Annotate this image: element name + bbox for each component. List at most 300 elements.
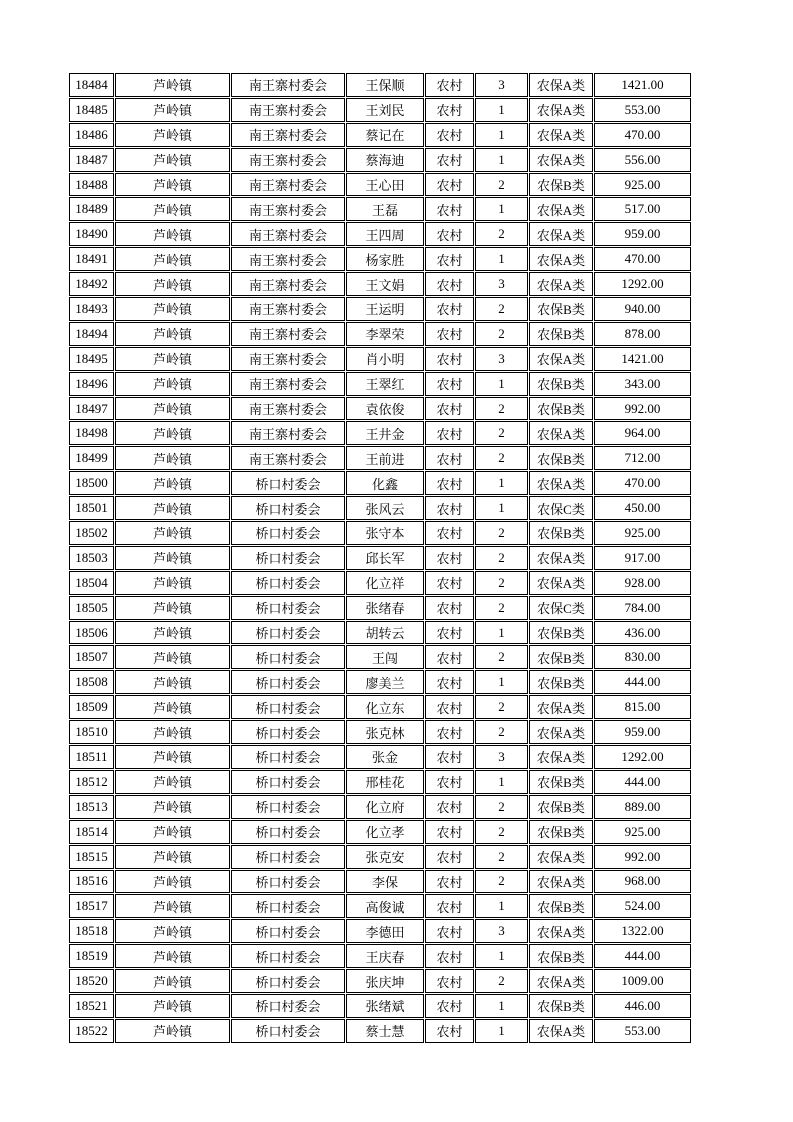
cell-record-id: 18522: [69, 1019, 114, 1043]
cell-insurance-type: 农保B类: [529, 670, 593, 694]
cell-insurance-type: 农保A类: [529, 471, 593, 495]
cell-person-name: 杨家胜: [346, 247, 424, 271]
cell-record-id: 18485: [69, 98, 114, 122]
cell-village-committee: 桥口村委会: [231, 695, 345, 719]
table-row: [69, 820, 691, 844]
cell-town: 芦岭镇: [115, 695, 230, 719]
cell-insurance-type: 农保A类: [529, 421, 593, 445]
cell-person-count: 2: [475, 222, 528, 246]
cell-town: 芦岭镇: [115, 347, 230, 371]
cell-record-id: 18507: [69, 645, 114, 669]
cell-insurance-type: 农保B类: [529, 944, 593, 968]
cell-town: 芦岭镇: [115, 247, 230, 271]
cell-village-committee: 桥口村委会: [231, 845, 345, 869]
cell-record-id: 18495: [69, 347, 114, 371]
cell-person-name: 王磊: [346, 197, 424, 221]
cell-record-id: 18484: [69, 73, 114, 97]
cell-household-category: 农村: [425, 994, 474, 1018]
cell-person-name: 张庆坤: [346, 969, 424, 993]
cell-record-id: 18508: [69, 670, 114, 694]
cell-village-committee: 南王寨村委会: [231, 247, 345, 271]
cell-person-name: 张绪春: [346, 596, 424, 620]
cell-town: 芦岭镇: [115, 521, 230, 545]
cell-village-committee: 桥口村委会: [231, 521, 345, 545]
table-row: [69, 1019, 691, 1043]
cell-person-name: 化立祥: [346, 571, 424, 595]
cell-person-count: 2: [475, 870, 528, 894]
cell-town: 芦岭镇: [115, 820, 230, 844]
cell-town: 芦岭镇: [115, 123, 230, 147]
cell-person-count: 2: [475, 297, 528, 321]
table-row: [69, 73, 691, 97]
cell-record-id: 18498: [69, 421, 114, 445]
cell-record-id: 18501: [69, 496, 114, 520]
cell-household-category: 农村: [425, 870, 474, 894]
cell-town: 芦岭镇: [115, 645, 230, 669]
table-row: [69, 621, 691, 645]
cell-household-category: 农村: [425, 820, 474, 844]
cell-person-name: 张风云: [346, 496, 424, 520]
cell-town: 芦岭镇: [115, 197, 230, 221]
cell-person-count: 1: [475, 670, 528, 694]
cell-record-id: 18516: [69, 870, 114, 894]
cell-person-count: 3: [475, 745, 528, 769]
cell-town: 芦岭镇: [115, 1019, 230, 1043]
cell-village-committee: 南王寨村委会: [231, 421, 345, 445]
cell-insurance-type: 农保B类: [529, 645, 593, 669]
cell-household-category: 农村: [425, 919, 474, 943]
cell-person-count: 1: [475, 471, 528, 495]
cell-record-id: 18514: [69, 820, 114, 844]
cell-village-committee: 南王寨村委会: [231, 297, 345, 321]
table-row: [69, 745, 691, 769]
cell-insurance-type: 农保A类: [529, 73, 593, 97]
table-row: [69, 197, 691, 221]
cell-amount: 917.00: [594, 546, 691, 570]
cell-village-committee: 桥口村委会: [231, 1019, 345, 1043]
cell-household-category: 农村: [425, 471, 474, 495]
cell-amount: 1421.00: [594, 73, 691, 97]
cell-household-category: 农村: [425, 372, 474, 396]
cell-amount: 556.00: [594, 148, 691, 172]
cell-town: 芦岭镇: [115, 446, 230, 470]
cell-household-category: 农村: [425, 347, 474, 371]
cell-record-id: 18496: [69, 372, 114, 396]
cell-person-count: 2: [475, 720, 528, 744]
cell-amount: 1322.00: [594, 919, 691, 943]
cell-person-name: 张守本: [346, 521, 424, 545]
table-row: [69, 347, 691, 371]
cell-person-name: 张克安: [346, 845, 424, 869]
cell-household-category: 农村: [425, 247, 474, 271]
cell-village-committee: 南王寨村委会: [231, 222, 345, 246]
cell-household-category: 农村: [425, 197, 474, 221]
cell-person-count: 1: [475, 894, 528, 918]
cell-record-id: 18517: [69, 894, 114, 918]
cell-person-name: 化鑫: [346, 471, 424, 495]
cell-village-committee: 桥口村委会: [231, 919, 345, 943]
cell-village-committee: 桥口村委会: [231, 944, 345, 968]
cell-household-category: 农村: [425, 969, 474, 993]
cell-amount: 470.00: [594, 471, 691, 495]
cell-town: 芦岭镇: [115, 546, 230, 570]
cell-town: 芦岭镇: [115, 795, 230, 819]
cell-amount: 524.00: [594, 894, 691, 918]
cell-amount: 450.00: [594, 496, 691, 520]
table-row: [69, 720, 691, 744]
table-row: [69, 173, 691, 197]
cell-record-id: 18500: [69, 471, 114, 495]
cell-record-id: 18511: [69, 745, 114, 769]
table-row: [69, 372, 691, 396]
cell-person-name: 胡转云: [346, 621, 424, 645]
cell-village-committee: 桥口村委会: [231, 496, 345, 520]
cell-record-id: 18499: [69, 446, 114, 470]
cell-person-count: 1: [475, 770, 528, 794]
cell-village-committee: 桥口村委会: [231, 770, 345, 794]
cell-village-committee: 桥口村委会: [231, 670, 345, 694]
cell-amount: 712.00: [594, 446, 691, 470]
cell-insurance-type: 农保B类: [529, 297, 593, 321]
cell-person-name: 王刘民: [346, 98, 424, 122]
cell-person-count: 1: [475, 197, 528, 221]
cell-village-committee: 南王寨村委会: [231, 397, 345, 421]
cell-town: 芦岭镇: [115, 322, 230, 346]
cell-person-name: 蔡士慧: [346, 1019, 424, 1043]
cell-record-id: 18521: [69, 994, 114, 1018]
cell-person-name: 张克林: [346, 720, 424, 744]
table-row: [69, 521, 691, 545]
cell-household-category: 农村: [425, 397, 474, 421]
cell-person-name: 化立孝: [346, 820, 424, 844]
table-row: [69, 845, 691, 869]
cell-village-committee: 桥口村委会: [231, 745, 345, 769]
table-row: [69, 322, 691, 346]
cell-household-category: 农村: [425, 73, 474, 97]
cell-village-committee: 南王寨村委会: [231, 272, 345, 296]
cell-village-committee: 桥口村委会: [231, 870, 345, 894]
cell-household-category: 农村: [425, 546, 474, 570]
cell-person-count: 2: [475, 820, 528, 844]
cell-village-committee: 桥口村委会: [231, 994, 345, 1018]
table-row: [69, 994, 691, 1018]
cell-insurance-type: 农保A类: [529, 347, 593, 371]
table-row: [69, 397, 691, 421]
cell-household-category: 农村: [425, 148, 474, 172]
cell-town: 芦岭镇: [115, 372, 230, 396]
table-row: [69, 471, 691, 495]
cell-town: 芦岭镇: [115, 969, 230, 993]
table-row: [69, 421, 691, 445]
cell-insurance-type: 农保A类: [529, 571, 593, 595]
cell-person-name: 蔡记在: [346, 123, 424, 147]
cell-person-count: 1: [475, 496, 528, 520]
cell-amount: 925.00: [594, 173, 691, 197]
cell-person-name: 李保: [346, 870, 424, 894]
cell-amount: 446.00: [594, 994, 691, 1018]
cell-record-id: 18506: [69, 621, 114, 645]
cell-amount: 992.00: [594, 397, 691, 421]
table-row: [69, 944, 691, 968]
cell-household-category: 农村: [425, 222, 474, 246]
cell-village-committee: 南王寨村委会: [231, 197, 345, 221]
cell-person-name: 李德田: [346, 919, 424, 943]
cell-person-count: 2: [475, 322, 528, 346]
cell-insurance-type: 农保A类: [529, 919, 593, 943]
cell-record-id: 18492: [69, 272, 114, 296]
cell-amount: 830.00: [594, 645, 691, 669]
table-row: [69, 919, 691, 943]
cell-record-id: 18489: [69, 197, 114, 221]
table-row: [69, 496, 691, 520]
cell-insurance-type: 农保B类: [529, 372, 593, 396]
cell-household-category: 农村: [425, 770, 474, 794]
cell-person-count: 2: [475, 571, 528, 595]
table-row: [69, 546, 691, 570]
cell-town: 芦岭镇: [115, 173, 230, 197]
cell-record-id: 18509: [69, 695, 114, 719]
cell-insurance-type: 农保B类: [529, 397, 593, 421]
cell-town: 芦岭镇: [115, 745, 230, 769]
cell-amount: 968.00: [594, 870, 691, 894]
cell-record-id: 18519: [69, 944, 114, 968]
table-row: [69, 446, 691, 470]
cell-record-id: 18486: [69, 123, 114, 147]
cell-record-id: 18491: [69, 247, 114, 271]
cell-village-committee: 桥口村委会: [231, 571, 345, 595]
cell-insurance-type: 农保B类: [529, 820, 593, 844]
cell-insurance-type: 农保B类: [529, 894, 593, 918]
cell-person-name: 蔡海迪: [346, 148, 424, 172]
cell-record-id: 18502: [69, 521, 114, 545]
cell-household-category: 农村: [425, 322, 474, 346]
cell-household-category: 农村: [425, 745, 474, 769]
table-row: [69, 272, 691, 296]
cell-record-id: 18488: [69, 173, 114, 197]
cell-village-committee: 南王寨村委会: [231, 73, 345, 97]
cell-insurance-type: 农保A类: [529, 148, 593, 172]
cell-person-count: 2: [475, 596, 528, 620]
table-row: [69, 969, 691, 993]
cell-amount: 992.00: [594, 845, 691, 869]
cell-insurance-type: 农保A类: [529, 745, 593, 769]
cell-person-name: 袁依俊: [346, 397, 424, 421]
cell-person-name: 化立东: [346, 695, 424, 719]
cell-record-id: 18493: [69, 297, 114, 321]
cell-person-count: 1: [475, 1019, 528, 1043]
table-row: [69, 870, 691, 894]
cell-insurance-type: 农保A类: [529, 720, 593, 744]
table-row: [69, 98, 691, 122]
cell-household-category: 农村: [425, 720, 474, 744]
cell-insurance-type: 农保B类: [529, 795, 593, 819]
cell-person-count: 1: [475, 994, 528, 1018]
cell-town: 芦岭镇: [115, 621, 230, 645]
cell-insurance-type: 农保B类: [529, 770, 593, 794]
table-row: [69, 670, 691, 694]
cell-person-name: 王闯: [346, 645, 424, 669]
cell-insurance-type: 农保B类: [529, 994, 593, 1018]
cell-person-count: 2: [475, 446, 528, 470]
cell-person-count: 2: [475, 173, 528, 197]
cell-household-category: 农村: [425, 894, 474, 918]
cell-amount: 928.00: [594, 571, 691, 595]
cell-town: 芦岭镇: [115, 596, 230, 620]
payment-table: [69, 73, 691, 1044]
cell-person-name: 李翠荣: [346, 322, 424, 346]
cell-village-committee: 南王寨村委会: [231, 372, 345, 396]
cell-insurance-type: 农保A类: [529, 695, 593, 719]
table-row: [69, 297, 691, 321]
cell-person-name: 王翠红: [346, 372, 424, 396]
cell-person-name: 张绪斌: [346, 994, 424, 1018]
cell-insurance-type: 农保A类: [529, 1019, 593, 1043]
cell-amount: 470.00: [594, 123, 691, 147]
cell-village-committee: 南王寨村委会: [231, 347, 345, 371]
cell-person-count: 3: [475, 73, 528, 97]
table-row: [69, 148, 691, 172]
cell-household-category: 农村: [425, 645, 474, 669]
cell-amount: 964.00: [594, 421, 691, 445]
cell-household-category: 农村: [425, 446, 474, 470]
cell-village-committee: 南王寨村委会: [231, 148, 345, 172]
cell-village-committee: 桥口村委会: [231, 471, 345, 495]
cell-household-category: 农村: [425, 297, 474, 321]
cell-insurance-type: 农保C类: [529, 496, 593, 520]
cell-person-name: 廖美兰: [346, 670, 424, 694]
table-row: [69, 596, 691, 620]
cell-insurance-type: 农保A类: [529, 272, 593, 296]
cell-record-id: 18518: [69, 919, 114, 943]
cell-insurance-type: 农保A类: [529, 197, 593, 221]
cell-insurance-type: 农保C类: [529, 596, 593, 620]
cell-record-id: 18520: [69, 969, 114, 993]
cell-town: 芦岭镇: [115, 297, 230, 321]
cell-person-count: 1: [475, 148, 528, 172]
cell-record-id: 18494: [69, 322, 114, 346]
cell-insurance-type: 农保B类: [529, 621, 593, 645]
cell-person-name: 王庆春: [346, 944, 424, 968]
cell-person-name: 高俊诚: [346, 894, 424, 918]
cell-record-id: 18504: [69, 571, 114, 595]
cell-record-id: 18515: [69, 845, 114, 869]
cell-village-committee: 南王寨村委会: [231, 173, 345, 197]
cell-village-committee: 桥口村委会: [231, 795, 345, 819]
cell-amount: 889.00: [594, 795, 691, 819]
cell-town: 芦岭镇: [115, 471, 230, 495]
cell-town: 芦岭镇: [115, 870, 230, 894]
cell-person-name: 王运明: [346, 297, 424, 321]
cell-record-id: 18513: [69, 795, 114, 819]
cell-person-count: 2: [475, 695, 528, 719]
cell-record-id: 18497: [69, 397, 114, 421]
cell-record-id: 18490: [69, 222, 114, 246]
cell-person-count: 2: [475, 845, 528, 869]
table-row: [69, 222, 691, 246]
cell-person-count: 1: [475, 944, 528, 968]
cell-amount: 959.00: [594, 222, 691, 246]
table-row: [69, 123, 691, 147]
cell-amount: 959.00: [594, 720, 691, 744]
table-row: [69, 770, 691, 794]
cell-amount: 444.00: [594, 770, 691, 794]
cell-town: 芦岭镇: [115, 421, 230, 445]
cell-town: 芦岭镇: [115, 98, 230, 122]
cell-insurance-type: 农保B类: [529, 521, 593, 545]
cell-person-count: 2: [475, 546, 528, 570]
cell-household-category: 农村: [425, 123, 474, 147]
cell-town: 芦岭镇: [115, 994, 230, 1018]
table-row: [69, 894, 691, 918]
cell-town: 芦岭镇: [115, 845, 230, 869]
cell-household-category: 农村: [425, 496, 474, 520]
cell-person-name: 肖小明: [346, 347, 424, 371]
cell-town: 芦岭镇: [115, 397, 230, 421]
cell-village-committee: 桥口村委会: [231, 546, 345, 570]
cell-person-name: 化立府: [346, 795, 424, 819]
cell-person-count: 2: [475, 421, 528, 445]
cell-insurance-type: 农保A类: [529, 98, 593, 122]
cell-amount: 553.00: [594, 98, 691, 122]
cell-amount: 1009.00: [594, 969, 691, 993]
cell-person-name: 王文娟: [346, 272, 424, 296]
cell-village-committee: 南王寨村委会: [231, 123, 345, 147]
cell-town: 芦岭镇: [115, 770, 230, 794]
cell-insurance-type: 农保A类: [529, 845, 593, 869]
cell-household-category: 农村: [425, 173, 474, 197]
cell-household-category: 农村: [425, 795, 474, 819]
cell-person-count: 3: [475, 919, 528, 943]
cell-person-count: 1: [475, 123, 528, 147]
table-row: [69, 247, 691, 271]
cell-person-name: 邱长军: [346, 546, 424, 570]
cell-insurance-type: 农保B类: [529, 173, 593, 197]
cell-village-committee: 桥口村委会: [231, 621, 345, 645]
cell-person-name: 王前进: [346, 446, 424, 470]
cell-village-committee: 南王寨村委会: [231, 446, 345, 470]
cell-household-category: 农村: [425, 1019, 474, 1043]
cell-person-count: 3: [475, 347, 528, 371]
cell-person-name: 王心田: [346, 173, 424, 197]
cell-village-committee: 桥口村委会: [231, 969, 345, 993]
cell-village-committee: 桥口村委会: [231, 645, 345, 669]
cell-household-category: 农村: [425, 571, 474, 595]
cell-insurance-type: 农保A类: [529, 247, 593, 271]
cell-person-count: 2: [475, 969, 528, 993]
cell-town: 芦岭镇: [115, 148, 230, 172]
cell-household-category: 农村: [425, 521, 474, 545]
cell-insurance-type: 农保A类: [529, 222, 593, 246]
cell-person-name: 王四周: [346, 222, 424, 246]
cell-amount: 1421.00: [594, 347, 691, 371]
cell-village-committee: 桥口村委会: [231, 894, 345, 918]
cell-household-category: 农村: [425, 421, 474, 445]
cell-person-count: 1: [475, 621, 528, 645]
cell-person-count: 2: [475, 397, 528, 421]
cell-amount: 925.00: [594, 820, 691, 844]
cell-person-count: 2: [475, 795, 528, 819]
cell-town: 芦岭镇: [115, 73, 230, 97]
cell-town: 芦岭镇: [115, 222, 230, 246]
cell-insurance-type: 农保A类: [529, 546, 593, 570]
cell-amount: 815.00: [594, 695, 691, 719]
cell-town: 芦岭镇: [115, 571, 230, 595]
cell-record-id: 18487: [69, 148, 114, 172]
cell-village-committee: 桥口村委会: [231, 720, 345, 744]
cell-household-category: 农村: [425, 98, 474, 122]
cell-amount: 517.00: [594, 197, 691, 221]
cell-person-name: 邢桂花: [346, 770, 424, 794]
